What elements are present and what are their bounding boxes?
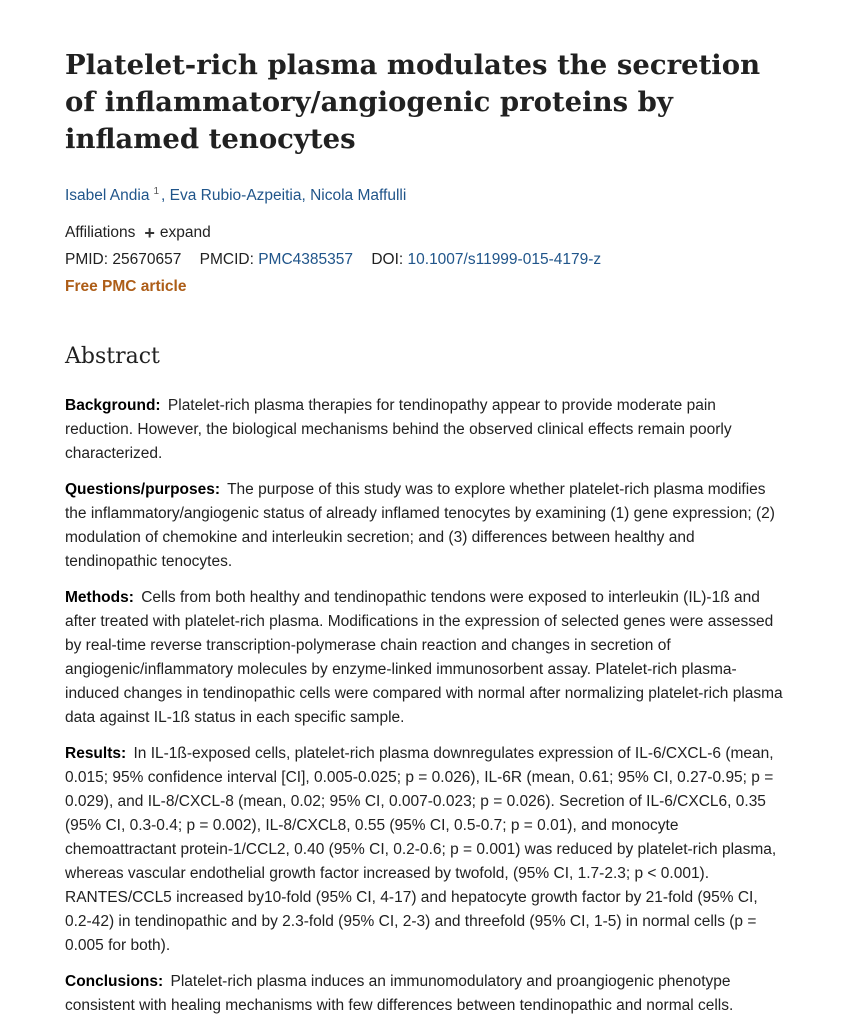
section-text: The purpose of this study was to explore whether platelet-rich plasma modifies the inflammatory/angiogenic status of already inflamed tenocytes by examining (1) gene expression; (2) modulation of chemokine and interleukin secretion; and (3) differences between healthy and tendinopathic tenocytes. — [65, 481, 775, 570]
abstract-body — [65, 394, 785, 1018]
doi-label: DOI: — [371, 251, 404, 268]
abstract-questions-purposes — [65, 478, 785, 574]
section-text: In IL-1ß-exposed cells, platelet-rich plasma downregulates expression of IL-6/CXCL-6 (mean, 0.015; 95% confidence interval [CI], 0.005-0.025; p = 0.026), IL-6R (mean, 0.61; 95% CI, 0.27-0.95; p = 0.029), and IL-8/CXCL-8 (mean, 0.02; 95% CI, 0.007-0.023; p = 0.026). Secretion of IL-6/CXCL6, 0.35 (95% CI, 0.3-0.4; p = 0.002), IL-8/CXCL8, 0.55 (95% CI, 0.5-0.7; p = 0.01), and monocyte chemoattractant protein-1/CCL2, 0.40 (95% CI, 0.2-0.6; p = 0.001) was reduced by platelet-rich plasma, whereas vascular endothelial growth factor increased by twofold, (95% CI, 1.7-2.3; p < 0.001). RANTES/CCL5 increased by10-fold (95% CI, 4-17) and hepatocyte growth factor by 21-fold (95% CI, 0.2-42) in tendinopathic and by 2.3-fold (95% CI, 2-3) and threefold (95% CI, 1-5) in normal cells (p = 0.005 for both). — [65, 745, 777, 954]
abstract-conclusions — [65, 970, 785, 1018]
section-text: Platelet-rich plasma therapies for tendinopathy appear to provide moderate pain reduction. However, the biological mechanisms behind the observed clinical effects remain poorly characterized. — [65, 397, 732, 462]
author-separator: , — [161, 187, 170, 204]
pmid-label: PMID: — [65, 251, 109, 268]
section-label: Background: — [65, 397, 161, 414]
section-label: Questions/purposes: — [65, 481, 221, 498]
doi-link[interactable]: 10.1007/s11999-015-4179-z — [407, 251, 602, 268]
section-text: Platelet-rich plasma induces an immunomodulatory and proangiogenic phenotype consistent with healing mechanisms with few differences between tendinopathic and normal cells. — [65, 973, 734, 1014]
author-link-isabel-andia[interactable]: Isabel Andia — [65, 187, 150, 204]
pmid-value: 25670657 — [112, 251, 182, 268]
abstract-results — [65, 742, 785, 958]
section-label: Results: — [65, 745, 127, 762]
author-separator: , — [301, 187, 311, 204]
affiliations-expand-toggle[interactable] — [144, 222, 210, 244]
affiliation-marker[interactable]: 1 — [153, 186, 160, 197]
article-title: Platelet-rich plasma modulates the secretion of inflammatory/angiogenic proteins by inflamed tenocytes — [65, 49, 761, 155]
author-list — [65, 181, 785, 207]
section-label: Methods: — [65, 589, 134, 606]
free-pmc-article-badge: Free PMC article — [65, 278, 187, 295]
author-link-nicola-maffulli[interactable]: Nicola Maffulli — [310, 187, 407, 204]
pmcid-link[interactable]: PMC4385357 — [258, 251, 354, 268]
affiliations-row — [65, 222, 785, 244]
author-link-eva-rubio-azpeitia[interactable]: Eva Rubio-Azpeitia — [169, 187, 302, 204]
section-label: Conclusions: — [65, 973, 164, 990]
affiliations-label: Affiliations — [65, 224, 136, 241]
abstract-methods — [65, 586, 785, 730]
section-text: Cells from both healthy and tendinopathic tendons were exposed to interleukin (IL)-1ß and after treated with platelet-rich plasma. Modifications in the expression of selected genes were assessed by real-time reverse transcription-polymerase chain reaction and changes in secretion of angiogenic/inflammatory molecules by enzyme-linked immunosorbent assay. Platelet-rich plasma-induced changes in tendinopathic cells were compared with normal after normalizing platelet-rich plasma data against IL-1ß status in each specific sample. — [65, 589, 783, 726]
plus-icon: + — [144, 223, 155, 243]
article-identifiers — [65, 249, 785, 271]
expand-label: expand — [159, 224, 211, 241]
abstract-heading: Abstract — [65, 344, 160, 369]
abstract-background — [65, 394, 785, 466]
pmcid-label: PMCID: — [199, 251, 254, 268]
